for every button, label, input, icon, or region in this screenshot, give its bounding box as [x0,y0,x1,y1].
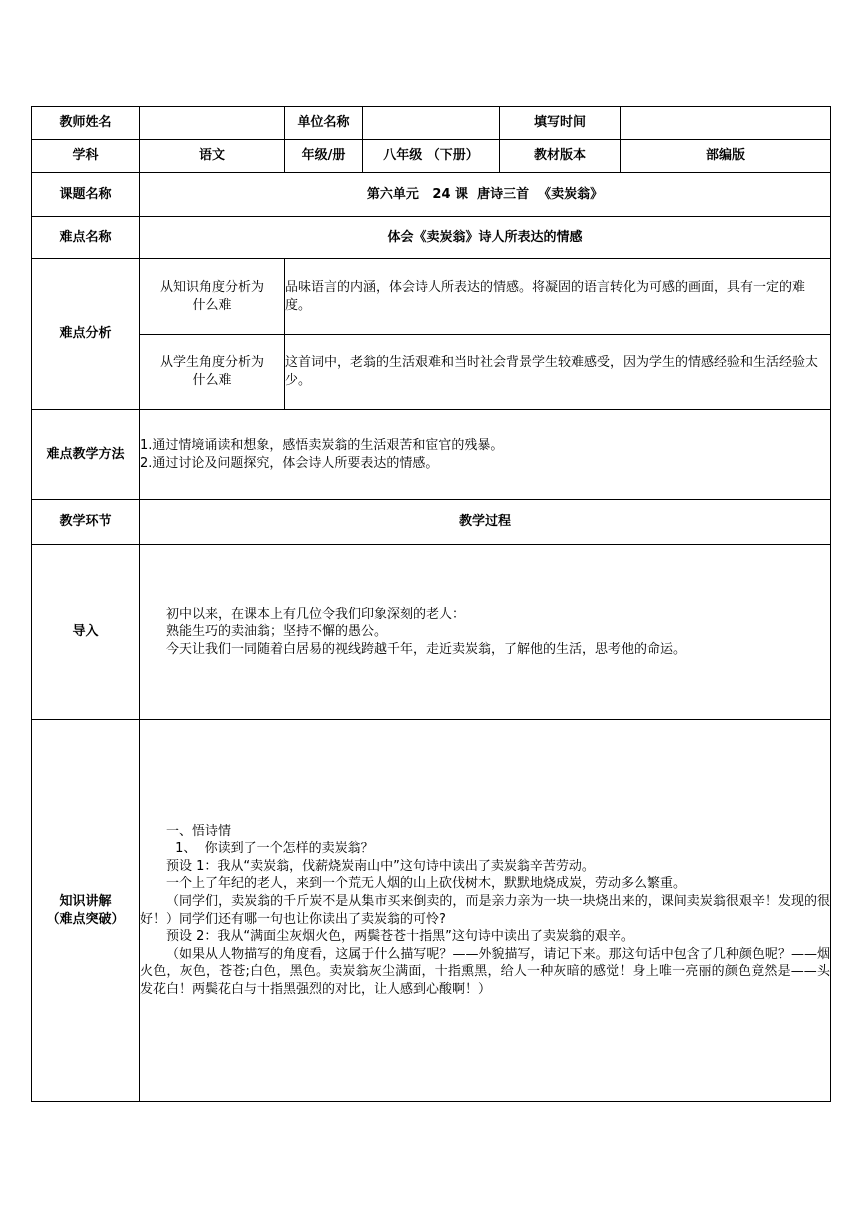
teaching-method-label: 难点教学方法 [32,410,140,500]
knowledge-angle-label-line1: 从知识角度分析为 [159,279,264,295]
lesson-title-label: 课题名称 [32,173,140,217]
lesson-title-value: 第六单元 24 课 唐诗三首 《卖炭翁》 [140,173,831,217]
intro-paragraph-2: 熟能生巧的卖油翁；坚持不懈的愚公。 [166,624,388,640]
knowledge-label [32,720,140,1102]
intro-paragraph-3: 今天让我们一同随着白居易的视线跨越千年，走近卖炭翁，了解他的生活，思考他的命运。 [166,641,687,657]
teaching-process-header: 教学过程 [140,500,831,545]
unit-name-label: 单位名称 [285,107,363,140]
difficulty-name-value: 体会《卖炭翁》诗人所表达的情感 [140,217,831,259]
knowledge-label-line1: 知识讲解 [59,893,112,909]
difficulty-analysis-label: 难点分析 [32,259,140,410]
knowledge-angle-text: 品味语言的内涵，体会诗人所表达的情感。将凝固的语言转化为可感的画面，具有一定的难度。 [285,259,831,335]
fill-time-label: 填写时间 [500,107,621,140]
intro-content [140,545,831,720]
intro-label: 导入 [32,545,140,720]
student-angle-label-line1: 从学生角度分析为 [159,355,264,371]
row-difficulty-name [32,217,831,259]
grade-label: 年级/册 [285,140,363,173]
teaching-stage-header: 教学环节 [32,500,140,545]
fill-time-value [621,107,831,140]
row-teacher-info [32,107,831,140]
lesson-plan-table [31,106,831,1102]
knowledge-paragraph-3: （同学们，卖炭翁的千斤炭不是从集市买来倒卖的，而是亲力亲为一块一块烧出来的，课间卖炭翁很艰辛！发现的很好！）同学们还有哪一句也让你读出了卖炭翁的可怜? [140,893,830,927]
row-subject-info [32,140,831,173]
knowledge-angle-label-line2: 什么难 [192,297,232,313]
row-intro [32,545,831,720]
knowledge-label-line2: （难点突破） [46,911,125,927]
unit-name-value [363,107,500,140]
knowledge-paragraph-2: 一个上了年纪的老人，来到一个荒无人烟的山上砍伐树木，默默地烧成炭，劳动多么繁重。 [166,876,687,892]
teaching-method-item-2: 2.通过讨论及问题探究，体会诗人所要表达的情感。 [140,455,439,471]
knowledge-question: 1、 你读到了一个怎样的卖炭翁？ [175,841,374,857]
knowledge-content [140,720,831,1102]
row-student-analysis [32,335,831,410]
difficulty-name-label: 难点名称 [32,217,140,259]
intro-paragraph-1: 初中以来，在课本上有几位令我们印象深刻的老人： [166,606,466,622]
knowledge-paragraph-5: （如果从人物描写的角度看，这属于什么描写呢？——外貌描写，请记下来。那这句话中包含了几种颜色呢？——烟火色，灰色，苍苍;白色，黑色。卖炭翁灰尘满面，十指熏黑，给人一种灰暗的感觉！身上唯一亮丽的颜色竟然是——头发花白！两鬓花白与十指黑强烈的对比，让人感到心酸啊！） [140,946,830,997]
teacher-name-value [140,107,285,140]
student-angle-text: 这首词中，老翁的生活艰难和当时社会背景学生较难感受，因为学生的情感经验和生活经验太少。 [285,335,831,410]
row-knowledge-analysis [32,259,831,335]
student-angle-label-line2: 什么难 [192,373,232,388]
teacher-name-label: 教师姓名 [32,107,140,140]
subject-value: 语文 [140,140,285,173]
subject-label: 学科 [32,140,140,173]
edition-value: 部编版 [621,140,831,173]
student-angle-label [140,335,285,410]
edition-label: 教材版本 [500,140,621,173]
row-knowledge [32,720,831,1102]
teaching-method-item-1: 1.通过情境诵读和想象，感悟卖炭翁的生活艰苦和宦官的残暴。 [140,437,504,453]
row-process-header [32,500,831,545]
row-lesson-title [32,173,831,217]
knowledge-paragraph-1: 预设 1：我从“卖炭翁，伐薪烧炭南山中”这句诗中读出了卖炭翁辛苦劳动。 [166,858,595,874]
knowledge-heading: 一、悟诗情 [166,823,232,839]
teaching-method-text [140,410,831,500]
knowledge-paragraph-4: 预设 2：我从“满面尘灰烟火色，两鬓苍苍十指黑”这句诗中读出了卖炭翁的艰辛。 [166,929,634,945]
row-teaching-method [32,410,831,500]
knowledge-angle-label [140,259,285,335]
grade-value: 八年级 （下册） [363,140,500,173]
